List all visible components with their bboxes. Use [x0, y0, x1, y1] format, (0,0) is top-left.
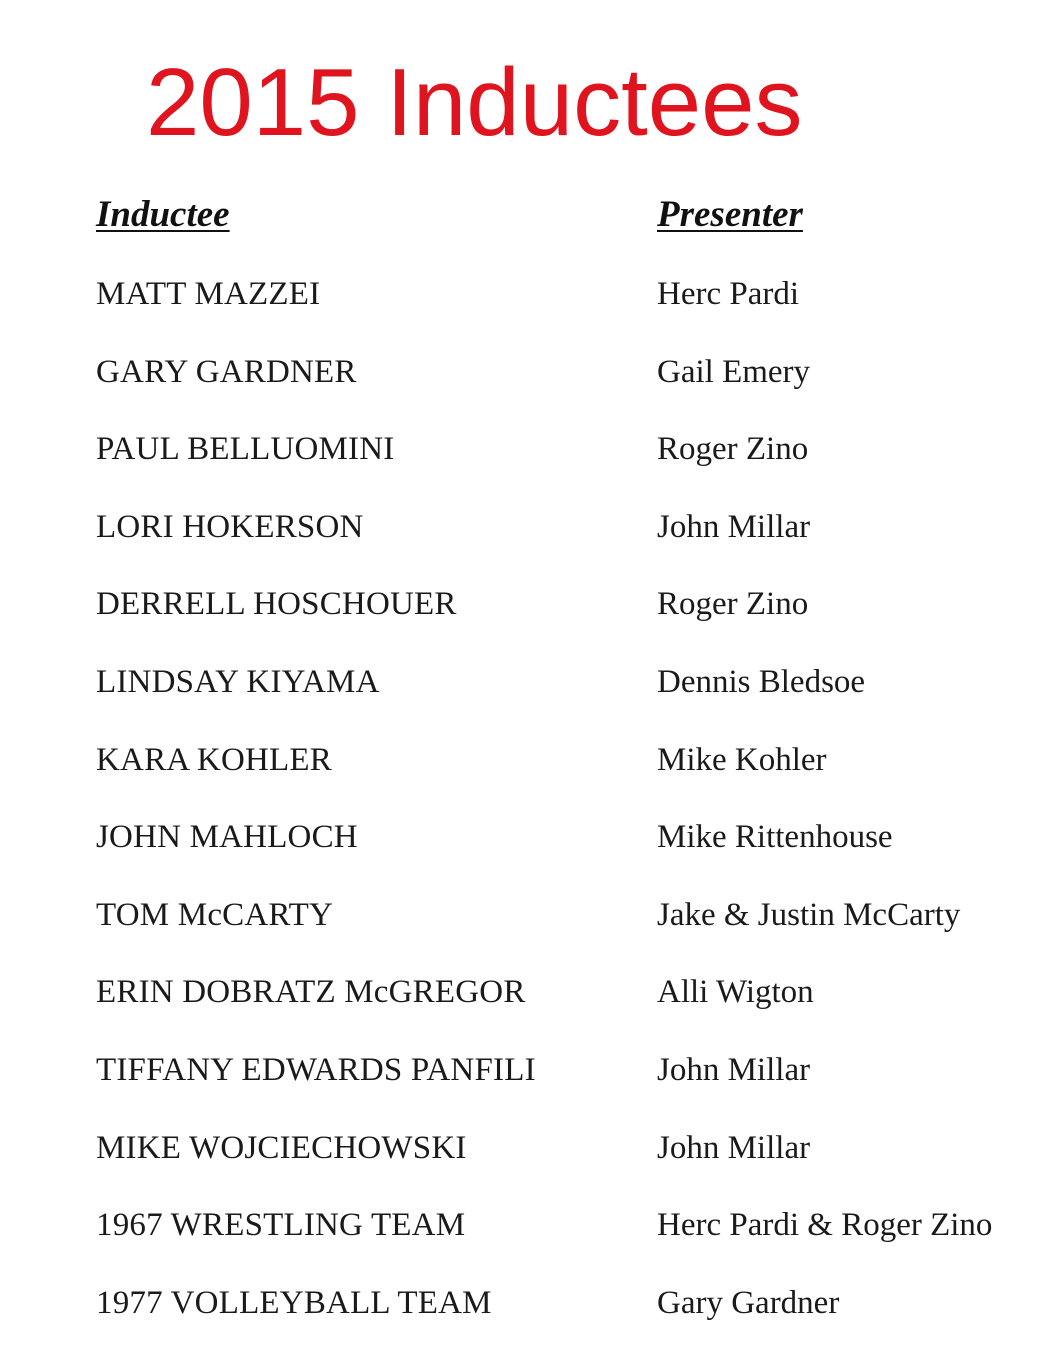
table-row — [0, 427, 1053, 505]
presenter-name: Alli Wigton — [657, 974, 814, 1011]
presenter-name: John Millar — [657, 508, 811, 545]
page-title: 2015 Inductees — [146, 49, 803, 156]
inductee-name: KARA KOHLER — [96, 741, 332, 778]
presenter-name: Mike Kohler — [657, 741, 827, 778]
presenter-name: Gary Gardner — [657, 1284, 840, 1321]
column-header-presenter: Presenter — [657, 194, 803, 235]
table-row — [0, 1203, 1053, 1281]
inductee-name: ERIN DOBRATZ McGREGOR — [96, 974, 526, 1011]
inductee-name: PAUL BELLUOMINI — [96, 431, 395, 468]
presenter-name: Roger Zino — [657, 431, 809, 468]
inductee-name: MATT MAZZEI — [96, 276, 321, 312]
inductee-name: DERRELL HOSCHOUER — [96, 586, 457, 623]
table-row — [0, 582, 1053, 660]
presenter-name: Mike Rittenhouse — [657, 819, 893, 856]
table-row — [0, 350, 1053, 428]
presenter-name: Jake & Justin McCarty — [657, 896, 961, 933]
table-row — [0, 272, 1053, 350]
inductee-name: JOHN MAHLOCH — [96, 819, 358, 856]
inductee-name: LINDSAY KIYAMA — [96, 663, 380, 700]
inductee-name: GARY GARDNER — [96, 353, 357, 390]
table-row — [0, 738, 1053, 816]
inductee-name: MIKE WOJCIECHOWSKI — [96, 1129, 467, 1166]
inductee-list — [0, 272, 1053, 1358]
inductee-name: 1977 VOLLEYBALL TEAM — [96, 1284, 492, 1321]
presenter-name: John Millar — [657, 1051, 811, 1088]
presenter-name: John Millar — [657, 1129, 811, 1166]
table-row — [0, 893, 1053, 971]
presenter-name: Dennis Bledsoe — [657, 663, 866, 700]
inductee-name: TOM McCARTY — [96, 896, 334, 933]
table-row — [0, 505, 1053, 583]
table-row — [0, 815, 1053, 893]
inductee-name: 1967 WRESTLING TEAM — [96, 1207, 466, 1244]
presenter-name: Herc Pardi & Roger Zino — [657, 1207, 993, 1244]
inductee-name: LORI HOKERSON — [96, 508, 364, 545]
table-row — [0, 970, 1053, 1048]
inductee-name: TIFFANY EDWARDS PANFILI — [96, 1051, 536, 1088]
table-row — [0, 660, 1053, 738]
presenter-name: Herc Pardi — [657, 276, 800, 312]
presenter-name: Roger Zino — [657, 586, 809, 623]
presenter-name: Gail Emery — [657, 353, 811, 390]
table-row — [0, 1281, 1053, 1359]
table-row — [0, 1048, 1053, 1126]
table-row — [0, 1126, 1053, 1204]
column-header-inductee: Inductee — [96, 194, 230, 235]
